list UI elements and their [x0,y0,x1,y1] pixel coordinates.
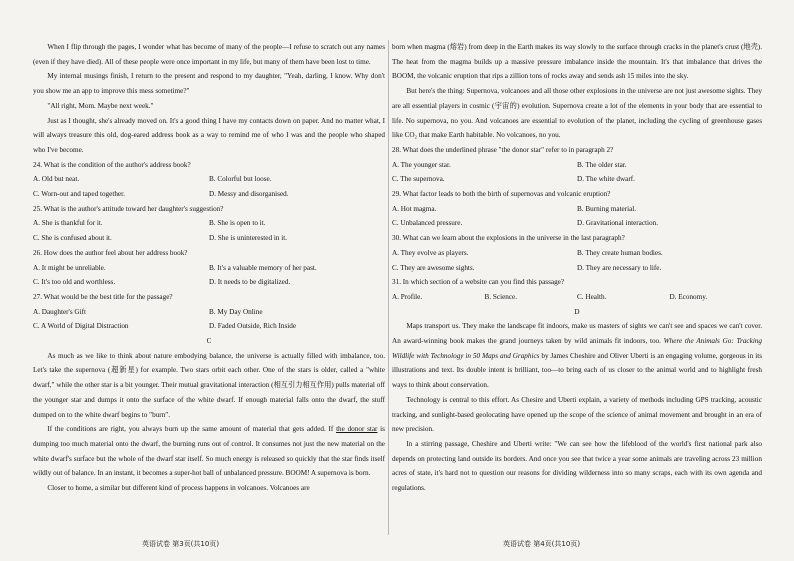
right-column [392,40,762,496]
left-column [33,40,385,496]
option-b: B. Burning material. [577,204,637,213]
option-b: B. They create human bodies. [577,248,663,257]
option-d: D. The white dwarf. [577,175,635,184]
option-c: C. Worn-out and taped together. [33,190,125,199]
text-run: is dumping too much material onto the dwarf, the burning runs out of control. It consumes not just the new material on the white dwarf's surface but the whole of the dwarf star itself. So much energy is released so quickly that the star finds itself wildly out of balance. In an instant, it becomes a super-hot ball of unbalanced pressure. BOOM! A supernova is born. [33,425,385,478]
option-c: C. It's too old and worthless. [33,278,116,287]
question-31 [392,275,762,304]
passage-c-paragraph: born when magma (熔岩) from deep in the Earth makes its way slowly to the surface through cracks in the planet's crust (地壳). The heat from the magma builds up a massive pressure imbalance inside the mountain. It's that imbalance that drives the BOOM, the volcanic eruption that rips a zillion tons of rocks away and sends ash 15 miles into the sky. [392,43,762,81]
option-a: A. Old but neat. [33,175,80,184]
option-b: B. My Day Online [209,307,263,316]
question-27 [33,290,385,334]
option-b: B. Science. [484,292,518,301]
option-d: D. Messy and disorganised. [209,190,289,199]
book-title: Where the Animals Go: Tracking Wildlife with Technology in 50 Maps and Graphics [392,337,762,360]
passage-b-paragraph: "All right, Mom. Maybe next week." [47,101,154,110]
option-c: C. Unbalanced pressure. [392,219,463,228]
question-26 [33,246,385,290]
question-stem: 25. What is the author's attitude toward her daughter's suggestion? [33,204,224,213]
option-d: D. They are necessary to life. [577,263,662,272]
option-b: B. Colorful but loose. [209,175,272,184]
passage-d-paragraph: In a stirring passage, Cheshire and Uberti write: "We can see how the lifeblood of the world's first national park also depends on protecting land outside its borders. And once you see that twice a year some animals are traveling across 23 million acres of state, it's hard not to question our reasons for dividing wilderness into so many scraps, each with its own agenda and regulations. [392,439,762,493]
section-letter-d: D [574,307,580,316]
question-25 [33,202,385,246]
text-run: Maps transport us. They make the landscape fit indoors, make us masters of sights we can't see and spaces we can't cover. An award-winning book makes the grand journeys taken by wild animals fit indoors, too. [392,322,762,346]
page-footer-right: 英语试卷 第4页(共10页) [503,540,581,548]
option-c: C. Health. [577,292,607,301]
option-b: B. The older star. [577,160,627,169]
passage-b-paragraph: Just as I thought, she's already moved on. It's a good thing I have my contacts down on paper. And no matter what, I will always treasure this old, dog-eared address book as a way to remind me of who I was and the people who shaped who I've become. [33,116,385,154]
option-b: B. It's a valuable memory of her past. [209,263,317,272]
option-a: A. She is thankful for it. [33,219,103,228]
text-run: by James Cheshire and Oliver Uberti is an engaging volume, gorgeous in its illustrations and text. Its double intent is brilliant, too—to bring each of us closer to the animal world and to highlight fresh ways to think about conservation. [392,351,762,390]
passage-c-paragraph: Closer to home, a similar but different kind of process happens in volcanoes. Volcanoes are [47,484,310,493]
option-d: D. She is uninterested in it. [209,234,288,243]
passage-d-paragraph [392,319,762,393]
option-d: D. Gravitational interaction. [577,219,659,228]
passage-b-paragraph: My internal musings finish, I return to the present and respond to my daughter, "Yeah, darling, I know. Why don't you show me an app to improve this mess sometime?" [33,72,385,96]
option-d: D. Faded Outside, Rich Inside [209,322,297,331]
option-a: A. Profile. [392,292,423,301]
option-a: A. Daughter's Gift [33,307,86,316]
option-c: C. They are awesome sights. [392,263,475,272]
page-footer-left: 英语试卷 第3页(共10页) [142,540,220,548]
question-stem: 27. What would be the best title for the passage? [33,292,173,301]
question-stem: 31. In which section of a website can you find this passage? [392,278,565,287]
option-a: A. The younger star. [392,160,451,169]
text-run: If the conditions are right, you always burn up the same amount of material that gets added. If [47,425,337,434]
question-stem: 24. What is the condition of the author's address book? [33,160,191,169]
question-stem: 28. What does the underlined phrase "the donor star" refer to in paragraph 2? [392,145,614,154]
option-c: C. A World of Digital Distraction [33,322,129,331]
section-letter-c: C [206,337,212,346]
passage-d-paragraph: Technology is central to this effort. As Chesire and Uberti explain, a variety of methods including GPS tracking, acoustic tracking, and sunlight-based geolocating have opened up the scope of the science of animal movement and brought in an era of new precision. [392,395,762,434]
option-d: D. Economy. [669,292,708,301]
question-24 [33,158,385,202]
option-d: D. It needs to be digitalized. [209,278,291,287]
question-stem: 29. What factor leads to both the birth of supernovas and volcanic eruption? [392,190,611,199]
passage-c-paragraph: But here's the thing: Supernova, volcanoes and all those other explosions in the universe are not just awesome sights. They are all essential players in cosmic (宇宙的) evolution. Supernova create a lot of the elements in your body that are essential to life. No supernova, no you. And volcanoes are essential to evolution of the planet, including the cycling of greenhouse gases like CO₂ that make Earth habitable. No volcanoes, no you. [392,87,762,140]
question-stem: 30. What can we learn about the explosions in the universe in the last paragraph? [392,234,625,243]
option-c: C. The supernova. [392,175,445,184]
column-divider [388,40,389,535]
option-a: A. Hot magma. [392,204,437,213]
option-c: C. She is confused about it. [33,234,112,243]
question-28 [392,143,762,187]
option-a: A. They evolve as players. [392,248,469,257]
question-30 [392,231,762,275]
question-29 [392,187,762,231]
option-a: A. It might be unreliable. [33,263,106,272]
passage-c-paragraph [33,422,385,481]
underlined-phrase: the donor star [336,425,378,434]
option-b: B. She is open to it. [209,219,266,228]
question-stem: 26. How does the author feel about her address book? [33,248,188,257]
passage-b-paragraph: When I flip through the pages, I wonder what has become of many of the people—I refuse to scratch out any names (even if they have died). All of these people were once important in my life, but many of them have been lost to time. [33,43,385,66]
passage-c-paragraph: As much as we like to think about nature embodying balance, the universe is actually filled with imbalance, too. Let's take the supernova (超新星) for example. Two stars orbit each other. One of the stars is older, called a "white dwarf," while the other star is a bit younger. Their mutual gravitational interaction (相互引力相互作用) pulls material off the younger star and dumps it onto the surface of the white dwarf. If enough material falls onto the dwarf, the stuff dumped on to the white dwarf begins to "burn". [33,351,385,419]
